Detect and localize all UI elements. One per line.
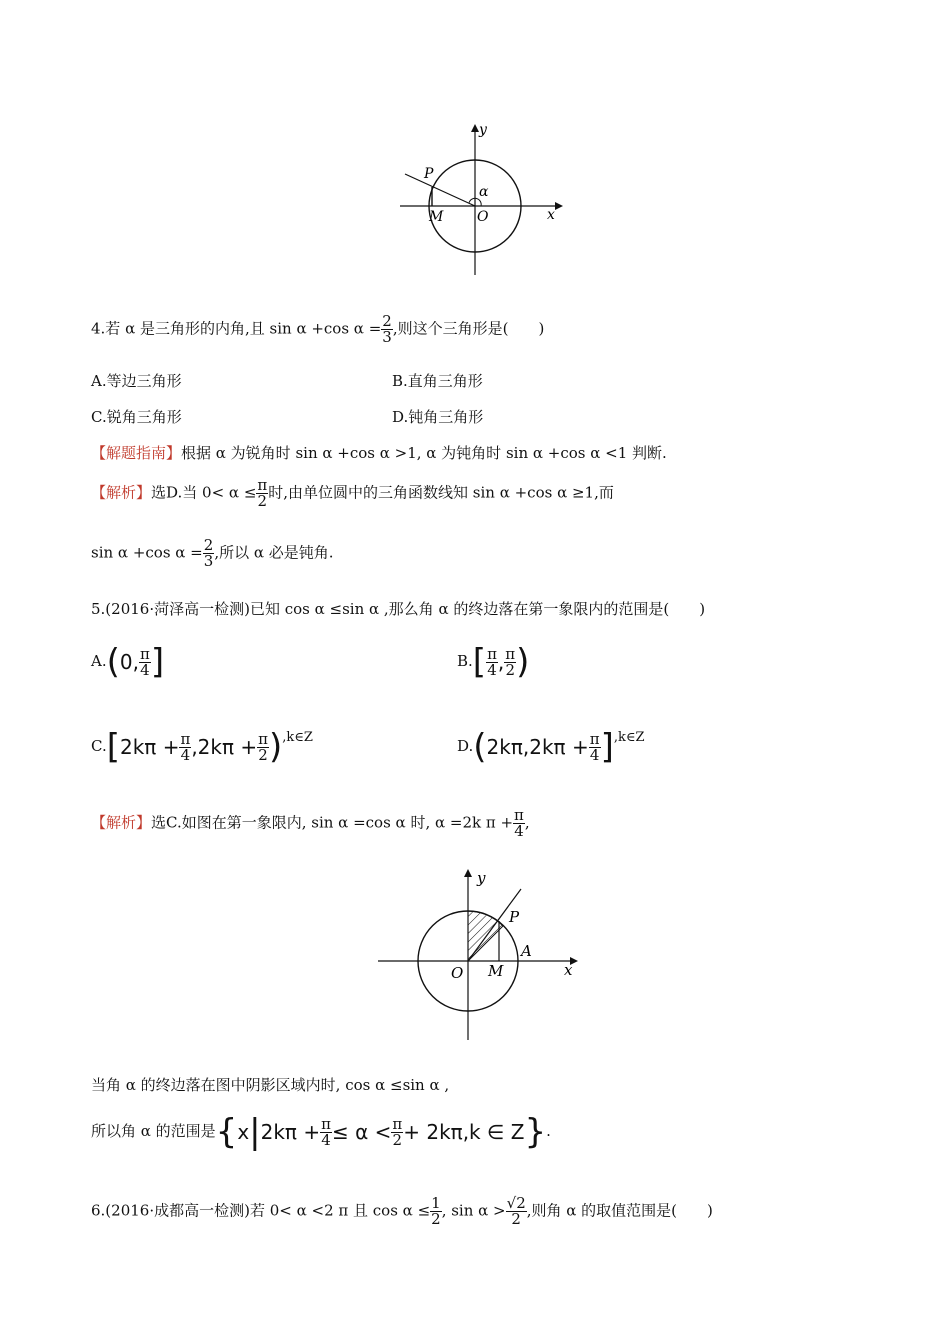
- figure2-x-label: x: [564, 961, 573, 979]
- figure1-p-label: P: [424, 166, 434, 182]
- figure2-p-label: P: [509, 908, 520, 926]
- q5-stem: 5.(2016·菏泽高一检测)已知 cos α ≤sin α ,那么角 α 的终边落在第一象限内的范围是( ): [91, 600, 706, 618]
- figure1-y-label: y: [479, 122, 487, 138]
- analysis-tag: 【解析】: [91, 813, 152, 832]
- q4-analysis-line2: sin α +cos α = $\frac{2}{3}$ ,所以 α 必是钝角.: [91, 536, 334, 570]
- figure2-y-label: y: [477, 869, 486, 887]
- q4-option-b: B.直角三角形: [392, 372, 483, 390]
- guide-tag: 【解题指南】: [91, 444, 182, 462]
- q4-stem: 4.若 α 是三角形的内角,且 sin α +cos α = $\frac{2}{3}$ ,则这个三角形是( ): [91, 312, 545, 346]
- q5-option-b: B.[ $\frac{\pi}{4}$ , $\frac{\pi}{2}$ ): [457, 642, 530, 682]
- unit-circle-figure-2: [375, 865, 585, 1045]
- q5-analysis-line3: 所以角 α 的范围是{x|2kπ + $\frac{\pi}{4}$ ≤ α < $\frac{\pi}{2}$ + 2kπ,k ∈ Z}.: [91, 1112, 551, 1152]
- q5-option-d: D.(2kπ,2kπ + $\frac{\pi}{4}$ ],k∈Z: [457, 727, 645, 767]
- q4-option-d: D.钝角三角形: [392, 408, 484, 426]
- figure1-m-label: M: [429, 209, 444, 225]
- figure1-o-label: O: [477, 209, 489, 225]
- q6-stem: 6.(2016·成都高一检测)若 0< α <2 π 且 cos α ≤ $\frac{1}{2}$ , sin α > $\frac{√2}{2}$ ,则角 α 的取值范围是( ): [91, 1194, 713, 1228]
- q5-option-c: C.[2kπ + $\frac{\pi}{4}$ ,2kπ + $\frac{\pi}{2}$ ),k∈Z: [91, 727, 313, 767]
- q5-analysis: 【解析】选C.如图在第一象限内, sin α =cos α 时, α =2k π + $\frac{\pi}{4}$ ,: [91, 806, 530, 840]
- figure1-x-label: x: [547, 207, 555, 223]
- q4-analysis: 【解析】选D.当 0< α ≤ $\frac{\pi}{2}$ 时,由单位圆中的三角函数线知 sin α +cos α ≥1,而: [91, 476, 614, 510]
- q4-guide: 【解题指南】根据 α 为锐角时 sin α +cos α >1, α 为钝角时 sin α +cos α <1 判断.: [91, 444, 667, 462]
- figure2-o-label: O: [451, 964, 464, 982]
- figure2-m-label: M: [488, 962, 504, 980]
- unit-circle-figure-1: [395, 120, 565, 280]
- analysis-tag: 【解析】: [91, 483, 152, 502]
- figure2-a-label: A: [521, 942, 532, 960]
- q5-analysis-line2: 当角 α 的终边落在图中阴影区域内时, cos α ≤sin α ,: [91, 1076, 450, 1094]
- q4-option-c: C.锐角三角形: [91, 408, 182, 426]
- q4-option-a: A.等边三角形: [91, 372, 182, 390]
- q5-option-a: A.(0, $\frac{\pi}{4}$ ]: [91, 642, 165, 682]
- figure1-alpha-label: α: [479, 184, 489, 200]
